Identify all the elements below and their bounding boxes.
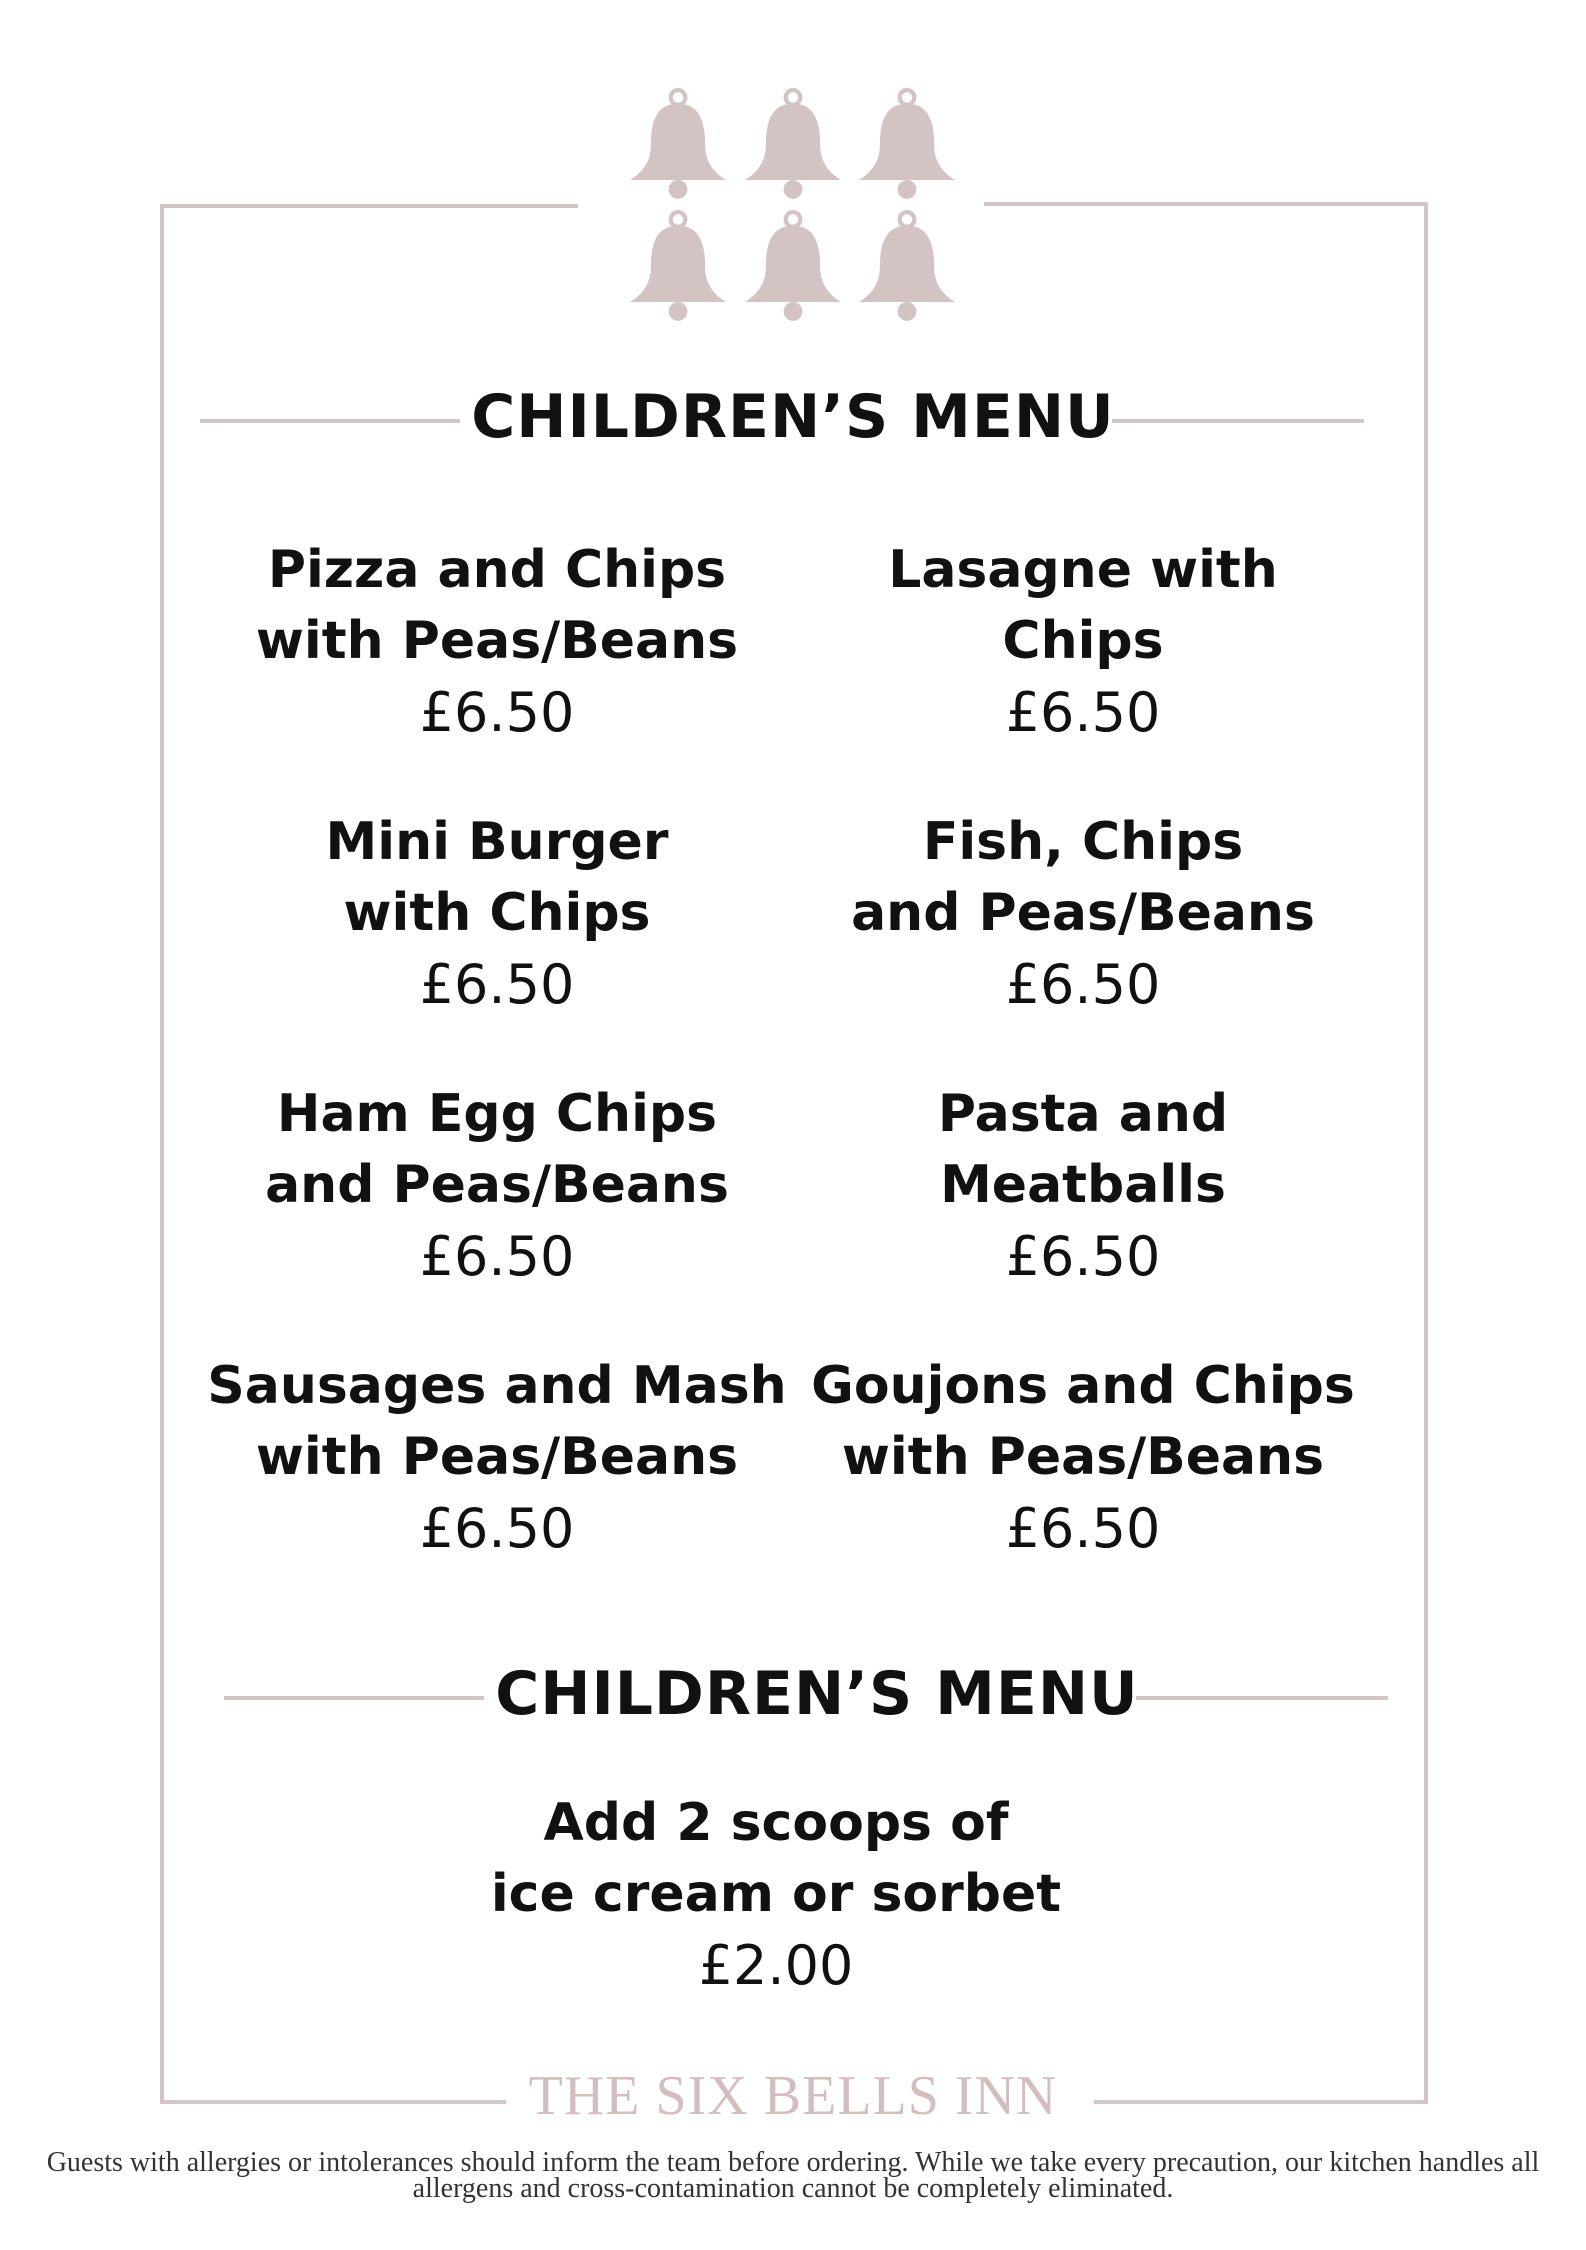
dessert-item-price: £2.00 [698,1934,854,1997]
frame-right [1424,202,1428,2102]
menu-item-price: £6.50 [1005,1497,1161,1560]
menu-item-name: Lasagne with Chips [888,540,1278,671]
bell-icon [625,210,731,325]
menu-item-price: £6.50 [1005,953,1161,1016]
bell-icon [740,88,846,203]
menu-item [763,807,1403,1020]
menu-item [763,1351,1403,1564]
frame-top-left [160,204,578,208]
bells-logo [612,88,972,328]
menu-item-price: £6.50 [419,1497,575,1560]
dessert-item-name: Add 2 scoops of ice cream or sorbet [490,1793,1062,1924]
bell-icon [740,210,846,325]
menu-item-price: £6.50 [1005,1225,1161,1288]
menu-item-name: Fish, Chips and Peas/Beans [851,812,1315,943]
bell-icon [854,88,960,203]
menu-item-name: Sausages and Mash with Peas/Beans [207,1356,787,1487]
page-title: CHILDREN’S MENU [471,382,1115,452]
bell-icon [625,88,731,203]
dessert-item [456,1788,1096,2001]
menu-item-name: Pizza and Chips with Peas/Beans [255,540,739,671]
frame-left [160,204,164,2104]
menu-item-name: Pasta and Meatballs [937,1084,1229,1215]
menu-item-name: Goujons and Chips with Peas/Beans [811,1356,1355,1487]
menu-item-price: £6.50 [419,1225,575,1288]
menu-item-price: £6.50 [1005,681,1161,744]
inn-name: THE SIX BELLS INN [528,2065,1058,2127]
frame-top-right [984,202,1428,206]
menu-item [177,807,817,1020]
menu-item [177,1079,817,1292]
bell-icon [854,210,960,325]
menu-item [177,1351,817,1564]
allergy-note: Guests with allergies or intolerances should inform the team before ordering. While we take every precaution, our kitchen handles all allergens and cross-contamination cannot be completely eliminated. [46,2147,1540,2204]
menu-item [177,535,817,748]
menu-item-name: Mini Burger with Chips [325,812,669,943]
menu-item [763,1079,1403,1292]
dessert-heading: CHILDREN’S MENU [495,1659,1139,1729]
menu-item [763,535,1403,748]
menu-item-price: £6.50 [419,953,575,1016]
menu-item-price: £6.50 [419,681,575,744]
menu-item-name: Ham Egg Chips and Peas/Beans [265,1084,729,1215]
